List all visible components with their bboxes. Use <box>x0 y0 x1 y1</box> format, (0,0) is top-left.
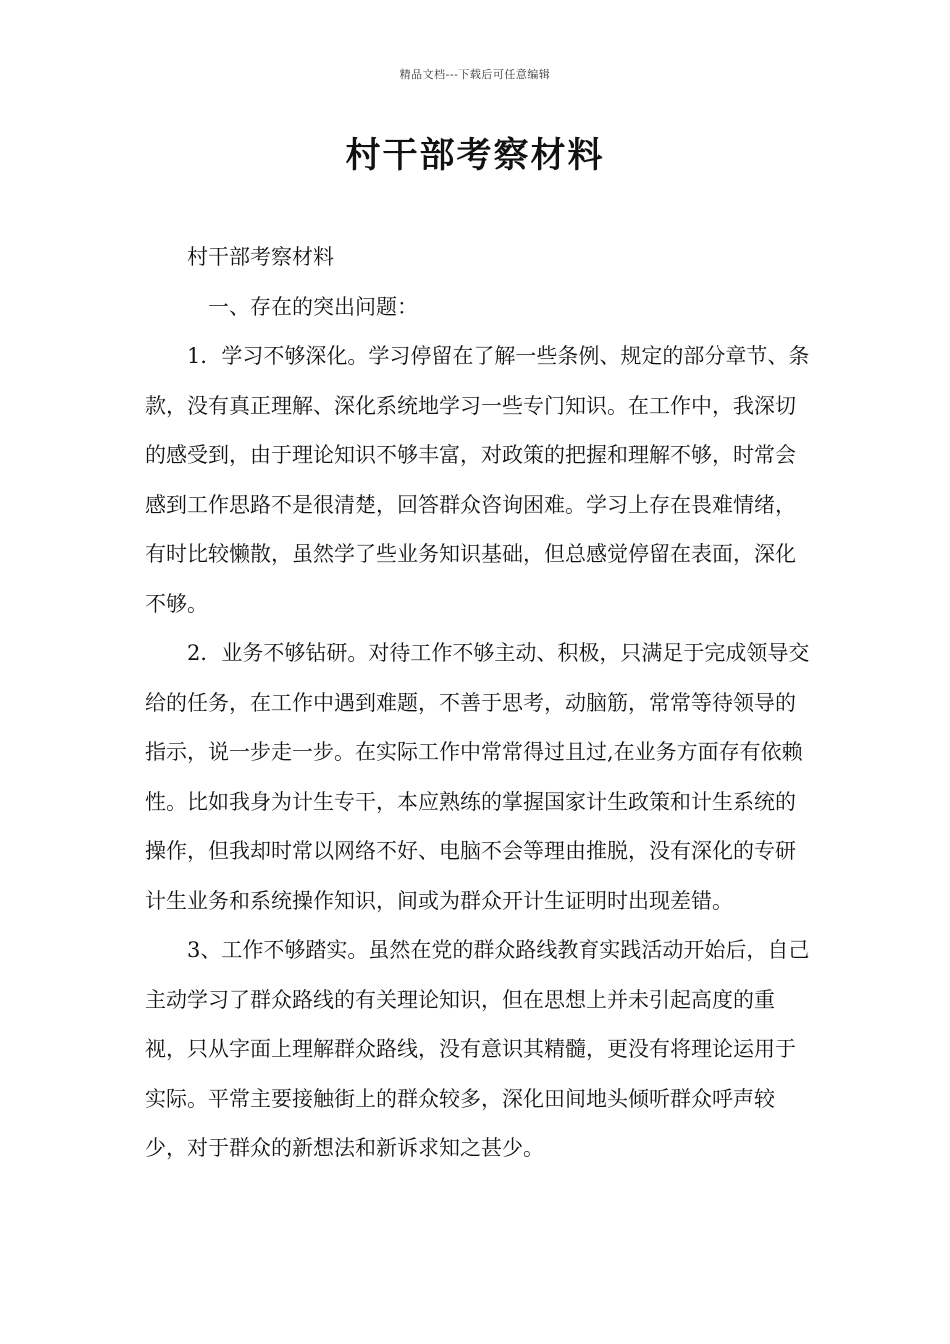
paragraph-business: 2．业务不够钻研。对待工作不够主动、积极，只满足于完成领导交给的任务，在工作中遇到难题，不善于思考，动脑筋，常常等待领导的指示，说一步走一步。在实际工作中常常得过且过,在业务方面存有依赖性。比如我身为计生专干，本应熟练的掌握国家计生政策和计生系统的操作，但我却时常以网络不好、电脑不会等理由推脱，没有深化的专研计生业务和系统操作知识，间或为群众开计生证明时出现差错。 <box>145 641 810 913</box>
subtitle-paragraph: 村干部考察材料 <box>187 245 334 269</box>
section-heading: 一、存在的突出问题： <box>208 294 418 319</box>
document-body <box>145 233 810 1174</box>
header-note: 精品文档---下载后可任意编辑 <box>399 68 551 81</box>
paragraph-learning: 1．学习不够深化。学习停留在了解一些条例、规定的部分章节、条款，没有真正理解、深化系统地学习一些专门知识。在工作中，我深切的感受到，由于理论知识不够丰富，对政策的把握和理解不够，时常会感到工作思路不是很清楚，回答群众咨询困难。学习上存在畏难情绪，有时比较懒散，虽然学了些业务知识基础，但总感觉停留在表面，深化不够。 <box>145 344 810 616</box>
document-title: 村干部考察材料 <box>345 135 605 176</box>
paragraph-work: 3、工作不够踏实。虽然在党的群众路线教育实践活动开始后，自己主动学习了群众路线的有关理论知识，但在思想上并未引起高度的重视，只从字面上理解群众路线，没有意识其精髓，更没有将理论运用于实际。平常主要接触街上的群众较多，深化田间地头倾听群众呼声较少，对于群众的新想法和新诉求知之甚少。 <box>145 938 810 1160</box>
